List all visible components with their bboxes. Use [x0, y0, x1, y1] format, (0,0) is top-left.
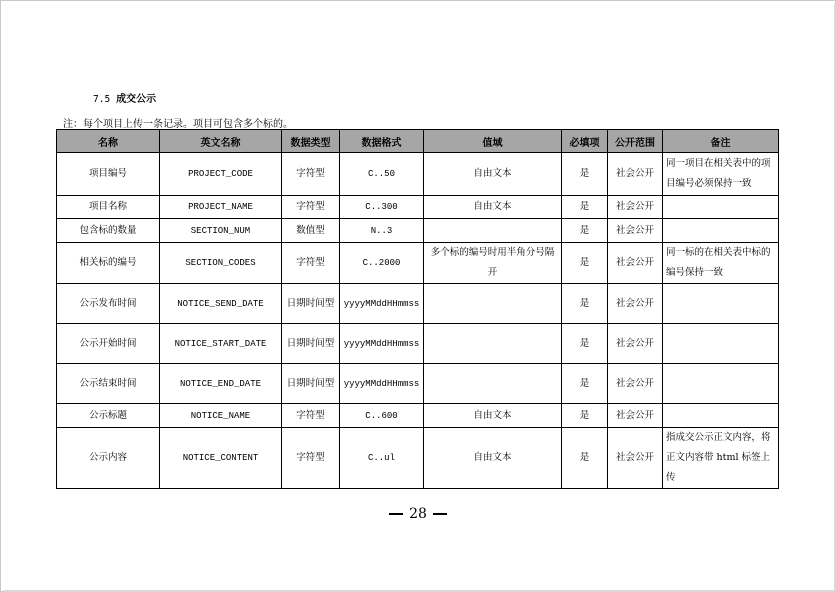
cell-required: 是 — [562, 324, 608, 364]
cell-public-scope: 社会公开 — [608, 404, 663, 428]
cell-data-format: C..300 — [340, 196, 424, 219]
cell-value-range — [424, 364, 562, 404]
cell-remark — [663, 364, 779, 404]
cell-remark: 指成交公示正文内容，将正文内容带 html 标签上传 — [663, 428, 779, 489]
cell-data-type: 字符型 — [282, 243, 340, 284]
cell-name: 公示开始时间 — [57, 324, 160, 364]
header-data-format: 数据格式 — [340, 130, 424, 153]
cell-public-scope: 社会公开 — [608, 364, 663, 404]
cell-value-range: 自由文本 — [424, 428, 562, 489]
cell-data-type: 数值型 — [282, 219, 340, 243]
cell-english-name: NOTICE_END_DATE — [160, 364, 282, 404]
cell-public-scope: 社会公开 — [608, 324, 663, 364]
cell-remark — [663, 404, 779, 428]
page-number-value: 28 — [409, 506, 427, 522]
cell-name: 包含标的数量 — [57, 219, 160, 243]
cell-name: 公示结束时间 — [57, 364, 160, 404]
cell-public-scope: 社会公开 — [608, 243, 663, 284]
table-header-row — [57, 130, 779, 153]
page-number-dash-left — [389, 513, 403, 515]
cell-name: 公示内容 — [57, 428, 160, 489]
field-spec-table — [56, 129, 779, 489]
cell-name: 相关标的编号 — [57, 243, 160, 284]
cell-public-scope: 社会公开 — [608, 153, 663, 196]
header-remark: 备注 — [663, 130, 779, 153]
table-row — [57, 364, 779, 404]
cell-data-type: 字符型 — [282, 196, 340, 219]
table-row — [57, 219, 779, 243]
cell-data-format: yyyyMMddHHmmss — [340, 324, 424, 364]
cell-data-type: 字符型 — [282, 428, 340, 489]
cell-public-scope: 社会公开 — [608, 428, 663, 489]
cell-data-type: 日期时间型 — [282, 364, 340, 404]
cell-required: 是 — [562, 153, 608, 196]
cell-data-type: 日期时间型 — [282, 324, 340, 364]
cell-remark: 同一项目在相关表中的项目编号必须保持一致 — [663, 153, 779, 196]
header-name: 名称 — [57, 130, 160, 153]
cell-name: 公示标题 — [57, 404, 160, 428]
cell-english-name: NOTICE_CONTENT — [160, 428, 282, 489]
cell-english-name: PROJECT_CODE — [160, 153, 282, 196]
cell-required: 是 — [562, 219, 608, 243]
cell-value-range: 多个标的编号时用半角分号隔开 — [424, 243, 562, 284]
table-row — [57, 153, 779, 196]
header-required: 必填项 — [562, 130, 608, 153]
cell-public-scope: 社会公开 — [608, 284, 663, 324]
cell-remark — [663, 284, 779, 324]
cell-value-range: 自由文本 — [424, 404, 562, 428]
cell-english-name: PROJECT_NAME — [160, 196, 282, 219]
header-public-scope: 公开范围 — [608, 130, 663, 153]
cell-required: 是 — [562, 284, 608, 324]
cell-english-name: NOTICE_NAME — [160, 404, 282, 428]
table-row — [57, 428, 779, 489]
cell-english-name: SECTION_NUM — [160, 219, 282, 243]
cell-value-range: 自由文本 — [424, 153, 562, 196]
page-number-dash-right — [433, 513, 447, 515]
cell-public-scope: 社会公开 — [608, 196, 663, 219]
cell-required: 是 — [562, 243, 608, 284]
cell-value-range — [424, 324, 562, 364]
cell-data-format: C..ul — [340, 428, 424, 489]
cell-value-range — [424, 219, 562, 243]
table-row — [57, 196, 779, 219]
cell-english-name: NOTICE_SEND_DATE — [160, 284, 282, 324]
cell-data-format: C..2000 — [340, 243, 424, 284]
table-row — [57, 404, 779, 428]
cell-data-format: yyyyMMddHHmmss — [340, 364, 424, 404]
cell-data-format: N..3 — [340, 219, 424, 243]
cell-required: 是 — [562, 428, 608, 489]
cell-remark — [663, 219, 779, 243]
cell-data-type: 日期时间型 — [282, 284, 340, 324]
header-data-type: 数据类型 — [282, 130, 340, 153]
header-english-name: 英文名称 — [160, 130, 282, 153]
cell-data-format: C..600 — [340, 404, 424, 428]
cell-required: 是 — [562, 404, 608, 428]
cell-english-name: NOTICE_START_DATE — [160, 324, 282, 364]
cell-required: 是 — [562, 196, 608, 219]
cell-data-type: 字符型 — [282, 404, 340, 428]
cell-remark — [663, 324, 779, 364]
section-heading — [93, 90, 156, 105]
cell-data-format: yyyyMMddHHmmss — [340, 284, 424, 324]
cell-value-range: 自由文本 — [424, 196, 562, 219]
cell-data-format: C..50 — [340, 153, 424, 196]
cell-name: 项目编号 — [57, 153, 160, 196]
cell-name: 公示发布时间 — [57, 284, 160, 324]
table-row — [57, 243, 779, 284]
cell-remark: 同一标的在相关表中标的编号保持一致 — [663, 243, 779, 284]
cell-remark — [663, 196, 779, 219]
section-number: 7.5 — [93, 94, 111, 105]
cell-data-type: 字符型 — [282, 153, 340, 196]
cell-public-scope: 社会公开 — [608, 219, 663, 243]
page-number — [0, 506, 836, 522]
cell-name: 项目名称 — [57, 196, 160, 219]
cell-english-name: SECTION_CODES — [160, 243, 282, 284]
section-title: 成交公示 — [116, 94, 157, 105]
table-note: 注：每个项目上传一条记录。项目可包含多个标的。 — [63, 119, 293, 130]
header-value-range: 值域 — [424, 130, 562, 153]
table-row — [57, 324, 779, 364]
cell-value-range — [424, 284, 562, 324]
table-row — [57, 284, 779, 324]
cell-required: 是 — [562, 364, 608, 404]
